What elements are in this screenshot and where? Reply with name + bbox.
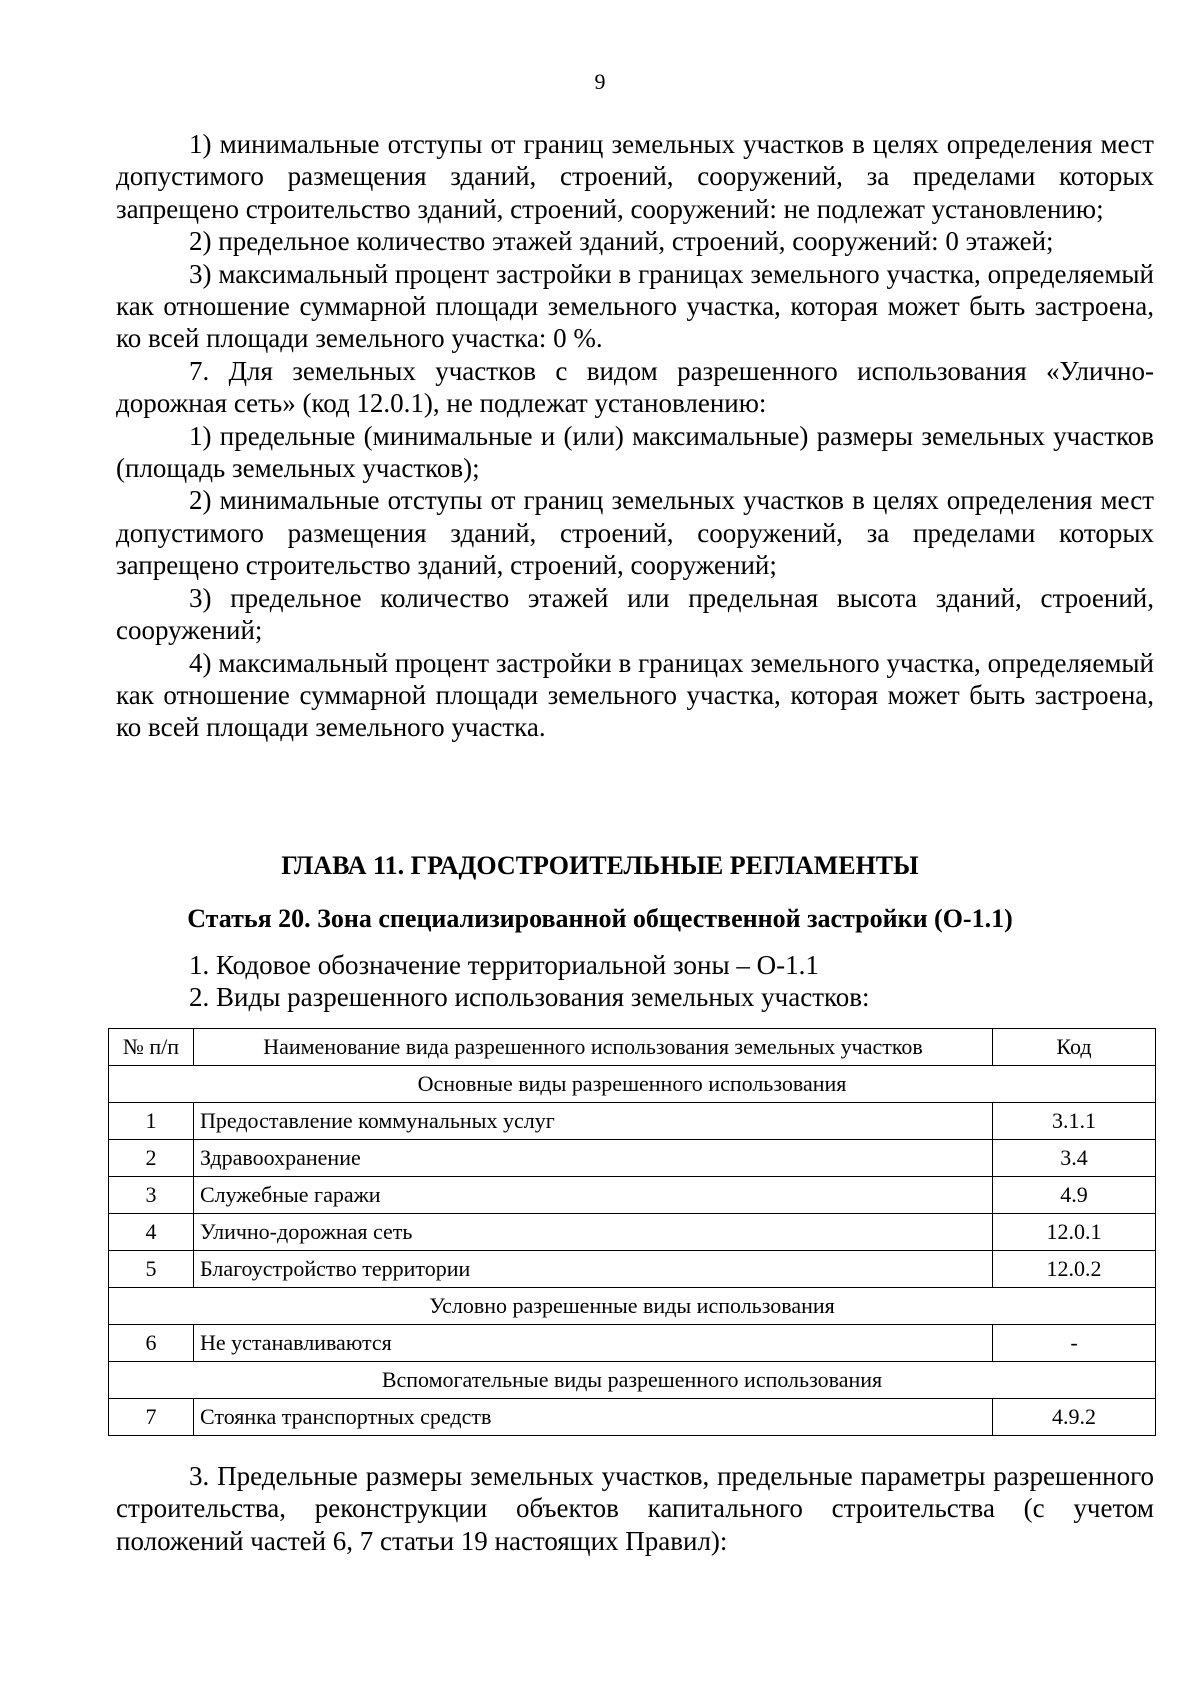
section-label: Вспомогательные виды разрешенного использования: [109, 1362, 1156, 1399]
section-label: Условно разрешенные виды использования: [109, 1288, 1156, 1325]
row-name: Предоставление коммунальных услуг: [194, 1103, 993, 1140]
zone-item: 2. Виды разрешенного использования земельных участков:: [189, 982, 870, 1013]
paragraph: 3) максимальный процент застройки в границах земельного участка, определяемый как отношение суммарной площади земельного участка, которая может быть застроена, ко всей площади земельного участка: 0 %.: [116, 258, 1154, 354]
zone-items: [116, 949, 1154, 1014]
paragraph: 1) минимальные отступы от границ земельных участков в целях определения мест допустимого размещения зданий, строений, сооружений, за пределами которых запрещено строительство зданий, строений, сооружений: не подлежат установлению;: [116, 129, 1154, 224]
table-row: [109, 1214, 1156, 1251]
row-code: 4.9.2: [993, 1399, 1156, 1436]
article-title: Статья 20. Зона специализированной общественной застройки (О-1.1): [187, 904, 1013, 933]
paragraph: 2) предельное количество этажей зданий, строений, сооружений: 0 этажей;: [189, 226, 1054, 257]
row-number: 3: [109, 1177, 194, 1214]
table-row: [109, 1103, 1156, 1140]
section-row: [109, 1288, 1156, 1325]
section-row: [109, 1362, 1156, 1399]
table-row: [109, 1177, 1156, 1214]
row-number: 5: [109, 1251, 194, 1288]
row-number: 2: [109, 1140, 194, 1177]
paragraph: 4) максимальный процент застройки в границах земельного участка, определяемый как отношение суммарной площади земельного участка, которая может быть застроена, ко всей площади земельного участка.: [116, 647, 1154, 743]
row-name: Стоянка транспортных средств: [194, 1399, 993, 1436]
section-row: [109, 1066, 1156, 1103]
row-number: 7: [109, 1399, 194, 1436]
row-name: Улично-дорожная сеть: [194, 1214, 993, 1251]
header-number: № п/п: [109, 1029, 194, 1066]
row-code: 12.0.2: [993, 1251, 1156, 1288]
table-row: [109, 1140, 1156, 1177]
paragraph: 1) предельные (минимальные и (или) максимальные) размеры земельных участков (площадь земельных участков);: [116, 420, 1154, 484]
row-name: Здравоохранение: [194, 1140, 993, 1177]
header-code: Код: [993, 1029, 1156, 1066]
section-label: Основные виды разрешенного использования: [109, 1066, 1156, 1103]
table-header-row: [109, 1029, 1156, 1066]
chapter-title: ГЛАВА 11. ГРАДОСТРОИТЕЛЬНЫЕ РЕГЛАМЕНТЫ: [281, 851, 919, 880]
row-code: 3.4: [993, 1140, 1156, 1177]
paragraph: 3. Предельные размеры земельных участков, предельные параметры разрешенного строительства, реконструкции объектов капитального строительства (с учетом положений частей 6, 7 статьи 19 настоящих Правил):: [116, 1461, 1154, 1556]
row-number: 6: [109, 1325, 194, 1362]
closing-text: [116, 1460, 1154, 1557]
table-row: [109, 1325, 1156, 1362]
row-code: 12.0.1: [993, 1214, 1156, 1251]
row-name: Благоустройство территории: [194, 1251, 993, 1288]
body-text: [116, 128, 1154, 744]
row-name: Служебные гаражи: [194, 1177, 993, 1214]
paragraph: 3) предельное количество этажей или предельная высота зданий, строений, сооружений;: [116, 582, 1154, 646]
land-use-table: [108, 1028, 1156, 1436]
row-code: 4.9: [993, 1177, 1156, 1214]
paragraph: 2) минимальные отступы от границ земельных участков в целях определения мест допустимого размещения зданий, строений, сооружений, за пределами которых запрещено строительство зданий, строений, сооружений;: [116, 485, 1154, 581]
page-number: 9: [594, 69, 606, 94]
row-code: 3.1.1: [993, 1103, 1156, 1140]
header-name: Наименование вида разрешенного использования земельных участков: [194, 1029, 993, 1066]
zone-item: 1. Кодовое обозначение территориальной зоны – О-1.1: [189, 950, 819, 980]
table-row: [109, 1251, 1156, 1288]
row-number: 4: [109, 1214, 194, 1251]
row-code: -: [993, 1325, 1156, 1362]
row-number: 1: [109, 1103, 194, 1140]
table-row: [109, 1399, 1156, 1436]
row-name: Не устанавливаются: [194, 1325, 993, 1362]
paragraph: 7. Для земельных участков с видом разрешенного использования «Улично-дорожная сеть» (код 12.0.1), не подлежат установлению:: [116, 355, 1154, 419]
